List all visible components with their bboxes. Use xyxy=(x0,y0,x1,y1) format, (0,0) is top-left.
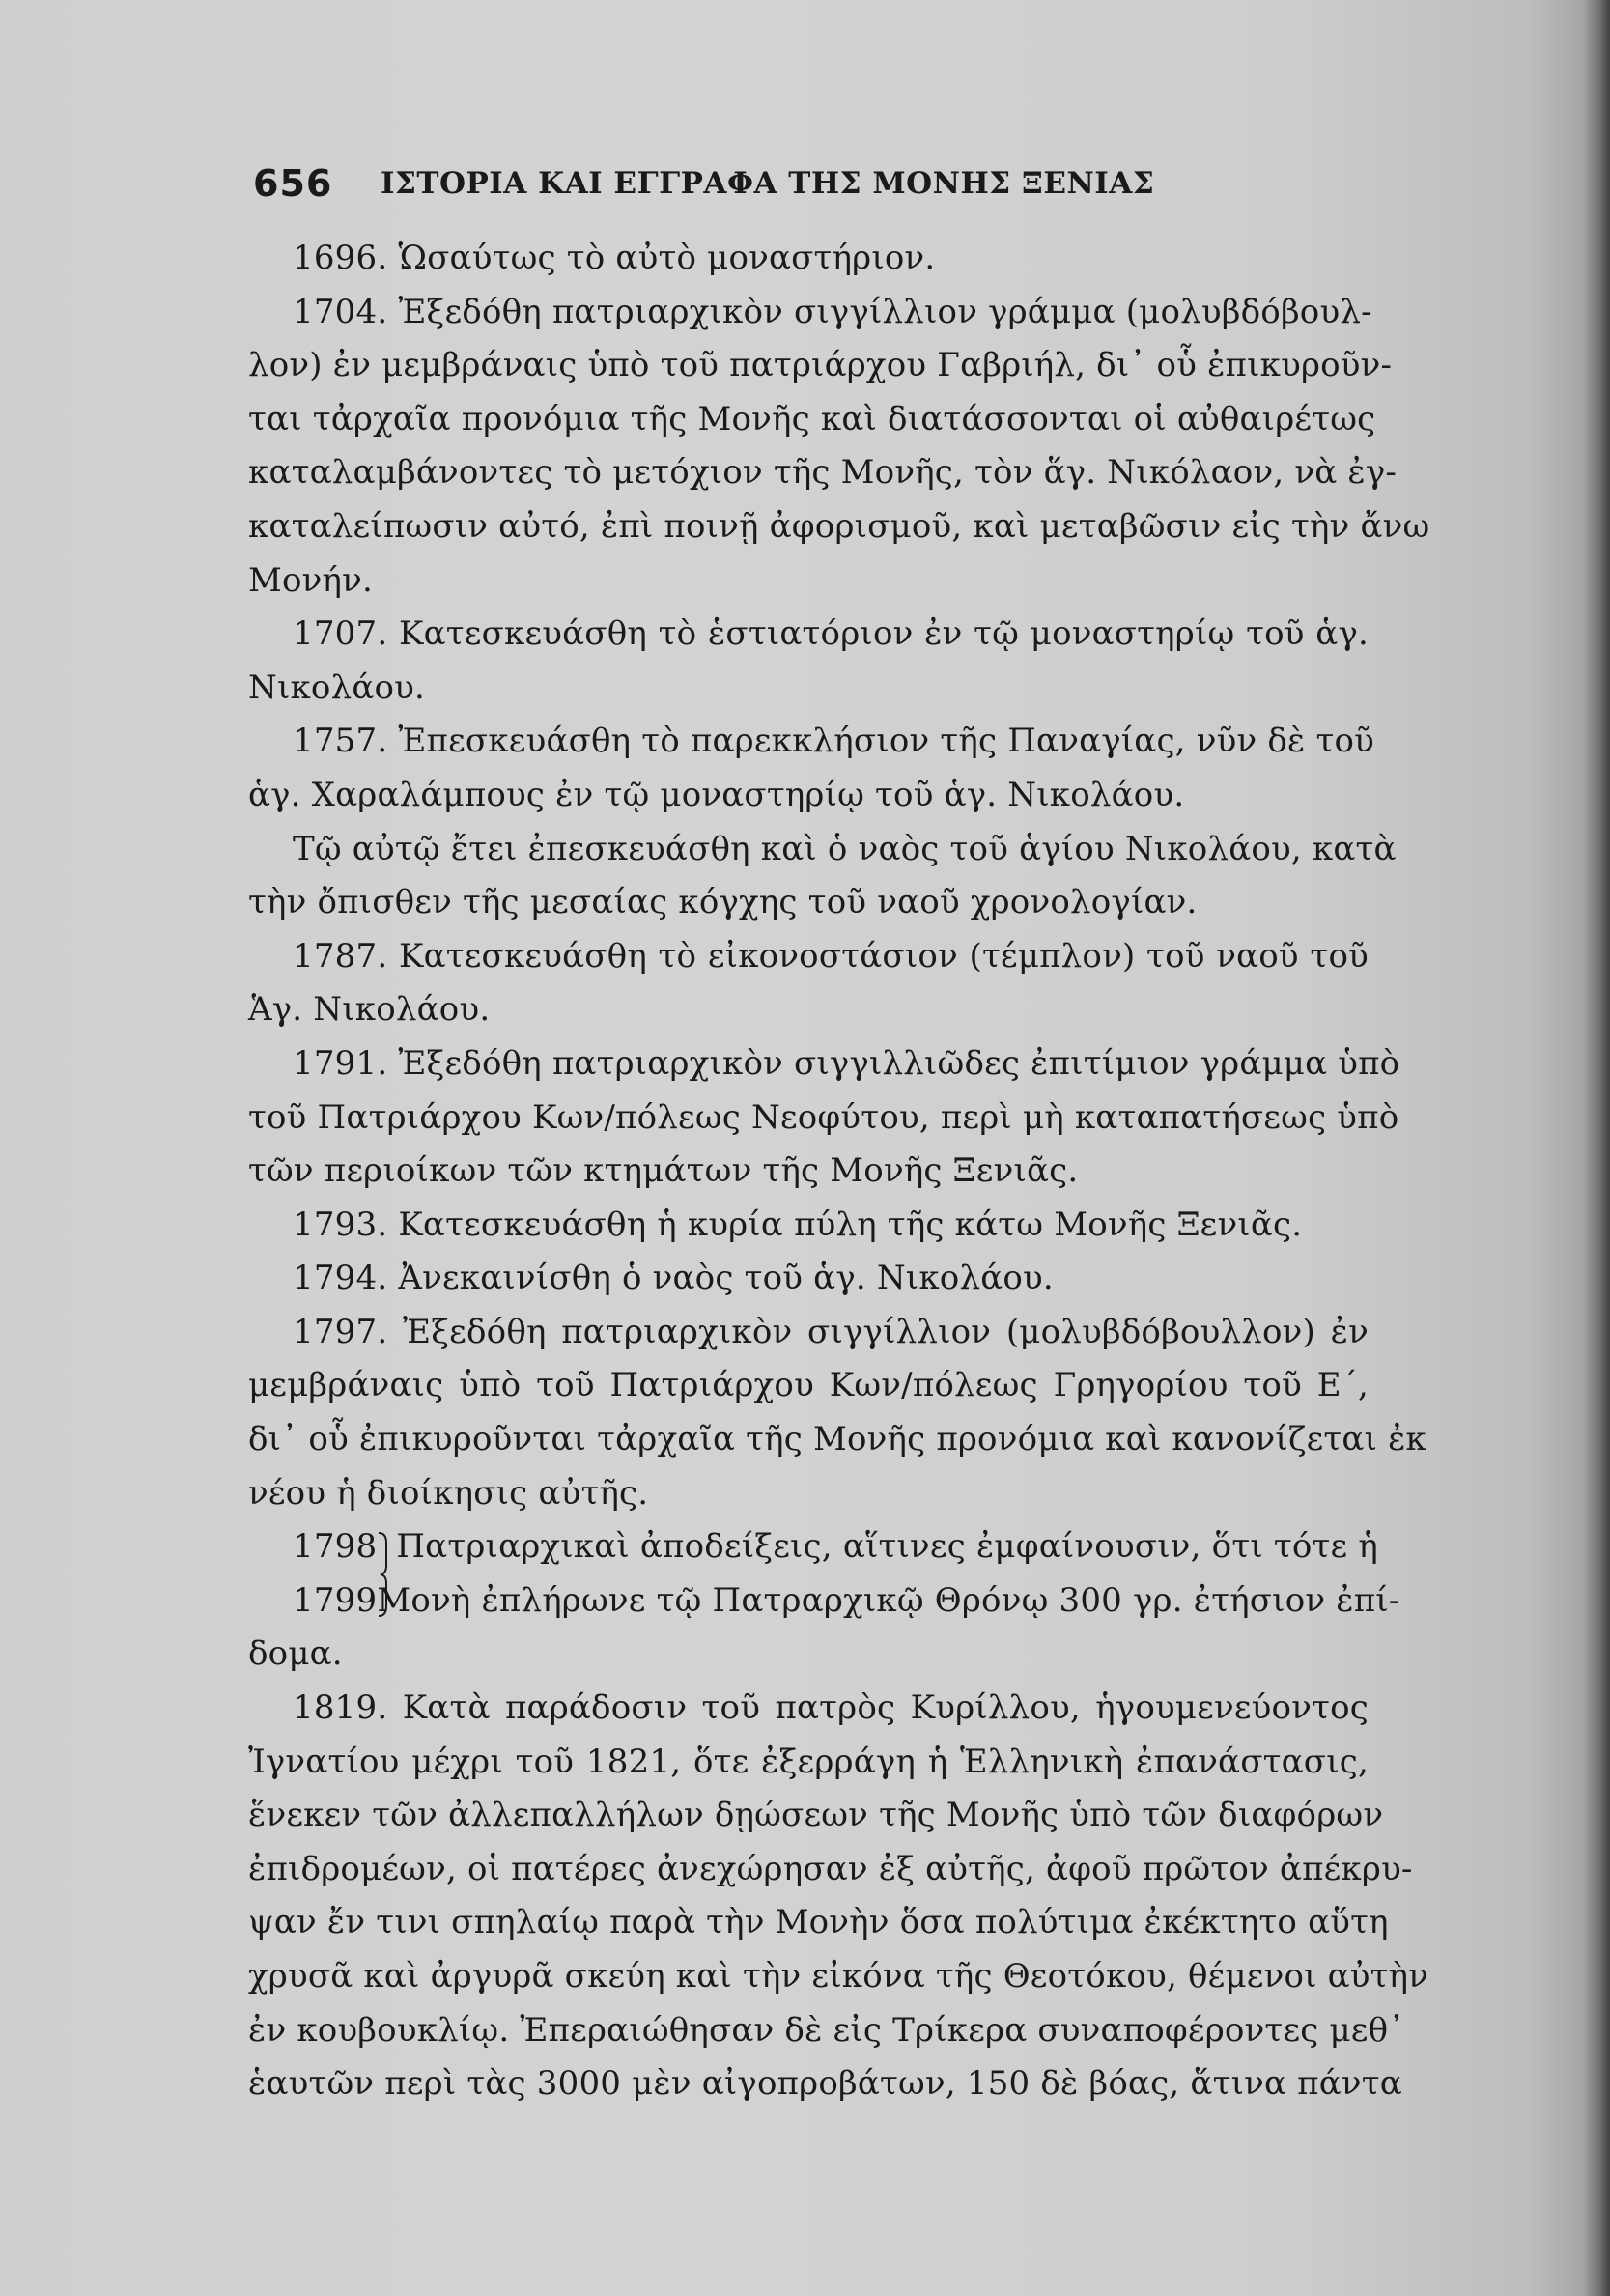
text-line: δομα. xyxy=(248,1634,343,1674)
text-line: ἁγ. Χαραλάμπους ἐν τῷ μοναστηρίῳ τοῦ ἁγ. Νικολάου. xyxy=(248,775,1185,814)
text-line: 1696. Ὡσαύτως τὸ αὐτὸ μοναστήριον. xyxy=(293,239,936,277)
text-line: 1757. Ἐπεσκευάσθη τὸ παρεκκλήσιον τῆς Παναγίας, νῦν δὲ τοῦ xyxy=(293,722,1374,761)
body-text xyxy=(248,232,1430,2112)
text-line: Νικολάου. xyxy=(248,667,426,707)
text-line: χρυσᾶ καὶ ἀργυρᾶ σκεύη καὶ τὴν εἰκόνα τῆς Θεοτόκου, θέμενοι αὐτὴν xyxy=(248,1957,1429,1996)
brace-year-top: 1798 xyxy=(293,1527,378,1567)
text-line: Τῷ αὐτῷ ἔτει ἐπεσκευάσθη καὶ ὁ ναὸς τοῦ ἁγίου Νικολάου, κατὰ xyxy=(293,829,1397,868)
brace-line-bottom xyxy=(248,1574,1400,1629)
brace-year-bottom: 1799 xyxy=(293,1580,378,1620)
text-line: 1793. Κατεσκευάσθη ἡ κυρία πύλη τῆς κάτω Μονῆς Ξενιᾶς. xyxy=(293,1205,1303,1244)
text-line: ἑαυτῶν περὶ τὰς 3000 μὲν αἰγοπροβάτων, 150 δὲ βόας, ἅτινα πάντα xyxy=(248,2064,1402,2104)
page-header xyxy=(253,162,1383,211)
text-line: ται τἀρχαῖα προνόμια τῆς Μονῆς καὶ διατάσσονται οἱ αὐθαιρέτως xyxy=(248,399,1376,439)
text-line: Ἁγ. Νικολάου. xyxy=(248,990,491,1030)
brace-line-top xyxy=(248,1520,1378,1574)
text-line: τοῦ Πατριάρχου Κων/πόλεως Νεοφύτου, περὶ μὴ καταπατήσεως ὑπὸ xyxy=(248,1097,1399,1137)
page-edge-shadow xyxy=(1583,0,1610,2296)
text-line: νέου ἡ διοίκησις αὐτῆς. xyxy=(248,1473,649,1513)
text-line: καταλαμβάνοντες τὸ μετόχιον τῆς Μονῆς, τὸν ἅγ. Νικόλαον, νὰ ἐγ- xyxy=(248,453,1398,493)
text-line: Μονήν. xyxy=(248,560,373,600)
text-line: Ἰγνατίου μέχρι τοῦ 1821, ὅτε ἐξερράγη ἡ Ἑλληνικὴ ἐπανάστασις, xyxy=(248,1742,1369,1781)
brace-text-top: Πατριαρχικαὶ ἀποδείξεις, αἵτινες ἐμφαίνουσιν, ὅτι τότε ἡ xyxy=(396,1527,1378,1567)
text-line: μεμβράναις ὑπὸ τοῦ Πατριάρχου Κων/πόλεως Γρηγορίου τοῦ Ε΄, xyxy=(248,1366,1369,1405)
text-line: 1787. Κατεσκευάσθη τὸ εἰκονοστάσιον (τέμπλον) τοῦ ναοῦ τοῦ xyxy=(293,936,1369,976)
text-line: 1819. Κατὰ παράδοσιν τοῦ πατρὸς Κυρίλλου, ἡγουμενεύοντος xyxy=(293,1688,1369,1728)
text-line: 1794. Ἀνεκαινίσθη ὁ ναὸς τοῦ ἁγ. Νικολάου. xyxy=(293,1259,1054,1298)
text-line: ἐν κουβουκλίῳ. Ἐπεραιώθησαν δὲ εἰς Τρίκερα συναποφέροντες μεθ᾽ xyxy=(248,2010,1405,2050)
text-line: καταλείπωσιν αὐτό, ἐπὶ ποινῇ ἀφορισμοῦ, καὶ μεταβῶσιν εἰς τὴν ἄνω xyxy=(248,506,1430,546)
text-line: λον) ἐν μεμβράναις ὑπὸ τοῦ πατριάρχου Γαβριήλ, δι᾽ οὗ ἐπικυροῦν- xyxy=(248,346,1393,385)
text-line: 1704. Ἐξεδόθη πατριαρχικὸν σιγγίλλιον γράμμα (μολυβδόβουλ- xyxy=(293,292,1372,331)
brace-entry xyxy=(248,1520,1400,1682)
brace-text-bottom: Μονὴ ἐπλήρωνε τῷ Πατραρχικῷ Θρόνῳ 300 γρ. ἐτήσιον ἐπί- xyxy=(377,1580,1400,1620)
text-line: ἕνεκεν τῶν ἀλλεπαλλήλων δῃώσεων τῆς Μονῆς ὑπὸ τῶν διαφόρων xyxy=(248,1796,1384,1835)
text-line: 1797. Ἐξεδόθη πατριαρχικὸν σιγγίλλιον (μολυβδόβουλλον) ἐν xyxy=(293,1312,1369,1351)
text-line: ἐπιδρομέων, οἱ πατέρες ἀνεχώρησαν ἐξ αὐτῆς, ἀφοῦ πρῶτον ἀπέκρυ- xyxy=(248,1849,1413,1888)
brace-bracket-icon xyxy=(377,1531,390,1618)
text-line: τὴν ὄπισθεν τῆς μεσαίας κόγχης τοῦ ναοῦ χρονολογίαν. xyxy=(248,883,1198,922)
running-title: ΙΣΤΟΡΙΑ ΚΑΙ ΕΓΓΡΑΦΑ ΤΗΣ ΜΟΝΗΣ ΞΕΝΙΑΣ xyxy=(381,166,1155,201)
text-line: 1707. Κατεσκευάσθη τὸ ἑστιατόριον ἐν τῷ μοναστηρίῳ τοῦ ἁγ. xyxy=(293,614,1369,654)
text-line: 1791. Ἐξεδόθη πατριαρχικὸν σιγγιλλιῶδες ἐπιτίμιον γράμμα ὑπὸ xyxy=(293,1043,1400,1083)
text-line: δι᾽ οὗ ἐπικυροῦνται τἀρχαῖα τῆς Μονῆς προνόμια καὶ κανονίζεται ἐκ xyxy=(248,1420,1426,1460)
page-number: 656 xyxy=(253,162,333,205)
text-line: τῶν περιοίκων τῶν κτημάτων τῆς Μονῆς Ξενιᾶς. xyxy=(248,1151,1079,1191)
text-line: ψαν ἔν τινι σπηλαίῳ παρὰ τὴν Μονὴν ὅσα πολύτιμα ἐκέκτητο αὕτη xyxy=(248,1903,1389,1942)
